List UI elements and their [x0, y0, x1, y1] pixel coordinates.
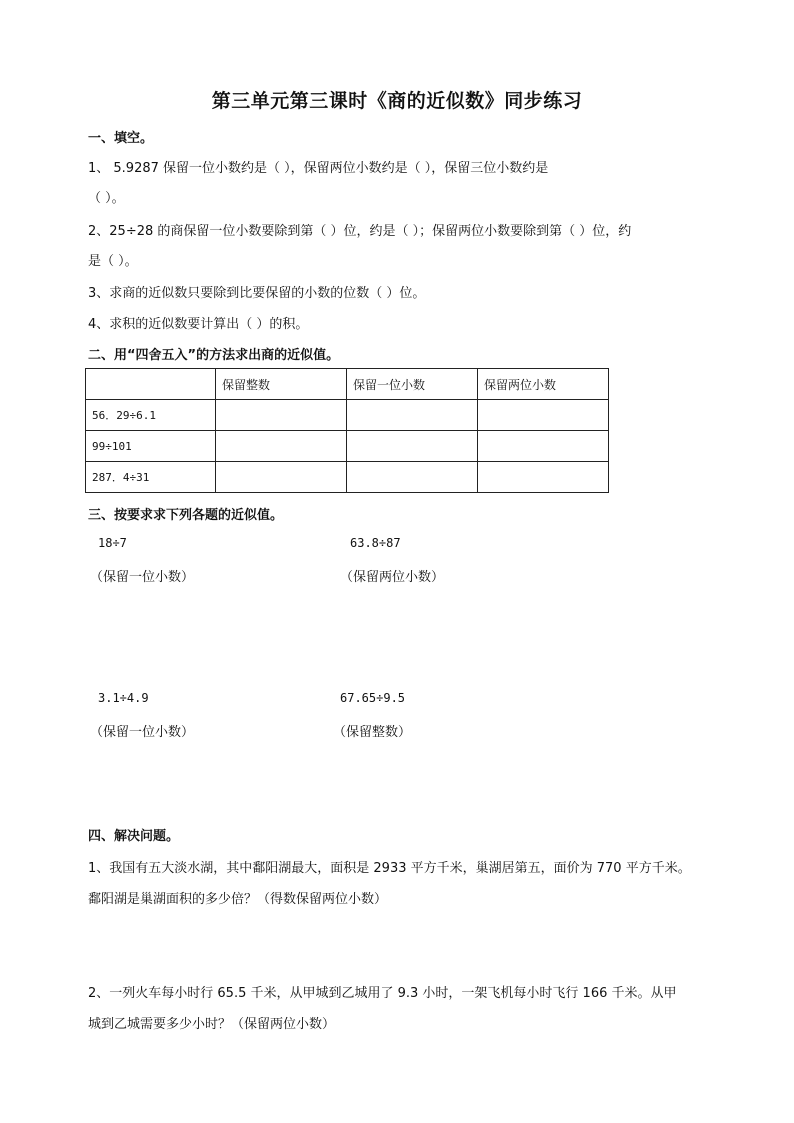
- problem-1-line2: 鄱阳湖是巢湖面积的多少倍？（得数保留两位小数）: [88, 892, 388, 907]
- problem-2-line1: 2、一列火车每小时行 65.5 千米，从甲城到乙城用了 9.3 小时，一架飞机每小时飞行 166 千米。从甲: [88, 986, 677, 1001]
- answer-cell: [478, 400, 609, 431]
- exercise-expression: 67.65÷9.5: [340, 691, 406, 705]
- answer-cell: [216, 431, 347, 462]
- exercise-expression: 3.1÷4.9: [98, 691, 149, 705]
- question-4: 4、求积的近似数要计算出（ ）的积。: [88, 317, 309, 332]
- question-1-line1: 1、 5.9287 保留一位小数约是（ ），保留两位小数约是（ ），保留三位小数约是: [88, 161, 549, 176]
- problem-1-line1: 1、我国有五大淡水湖，其中鄱阳湖最大，面积是 2933 平方千米，巢湖居第五，面价为 770 平方千米。: [88, 861, 691, 876]
- section3-heading: 三、按要求求下列各题的近似值。: [88, 508, 284, 523]
- table-row-label: 56．29÷6.1: [86, 400, 216, 431]
- table-header-cell: 保留整数: [216, 369, 347, 400]
- answer-cell: [347, 462, 478, 493]
- approximation-table: [85, 368, 609, 493]
- exercise-requirement: （保留两位小数）: [340, 570, 445, 585]
- table-header-cell: 保留两位小数: [478, 369, 609, 400]
- answer-cell: [347, 400, 478, 431]
- exercise-expression: 18÷7: [98, 536, 127, 550]
- table-header-cell: [86, 369, 216, 400]
- exercise-requirement: （保留一位小数）: [90, 570, 195, 585]
- section1-heading: 一、填空。: [88, 131, 154, 146]
- answer-cell: [478, 462, 609, 493]
- exercise-requirement: （保留整数）: [333, 725, 412, 740]
- answer-cell: [478, 431, 609, 462]
- question-2-line1: 2、25÷28 的商保留一位小数要除到第（ ）位，约是（ ）；保留两位小数要除到第（ ）位，约: [88, 224, 632, 239]
- section2-heading: 二、用“四舍五入”的方法求出商的近似值。: [88, 348, 340, 363]
- table-row-label: 287．4÷31: [86, 462, 216, 493]
- page-title: 第三单元第三课时《商的近似数》同步练习: [211, 90, 583, 112]
- problem-2-line2: 城到乙城需要多少小时？（保留两位小数）: [88, 1017, 336, 1032]
- question-1-line2: （ ）。: [88, 191, 125, 206]
- table-row: [86, 400, 609, 431]
- answer-cell: [347, 431, 478, 462]
- section4-heading: 四、解决问题。: [88, 829, 180, 844]
- exercise-expression: 63.8÷87: [350, 536, 401, 550]
- answer-cell: [216, 462, 347, 493]
- exercise-requirement: （保留一位小数）: [90, 725, 195, 740]
- table-row: [86, 462, 609, 493]
- answer-cell: [216, 400, 347, 431]
- table-header-row: [86, 369, 609, 400]
- table-row-label: 99÷101: [86, 431, 216, 462]
- question-2-line2: 是（ ）。: [88, 254, 138, 269]
- question-3: 3、求商的近似数只要除到比要保留的小数的位数（ ）位。: [88, 286, 426, 301]
- table-header-cell: 保留一位小数: [347, 369, 478, 400]
- table-row: [86, 431, 609, 462]
